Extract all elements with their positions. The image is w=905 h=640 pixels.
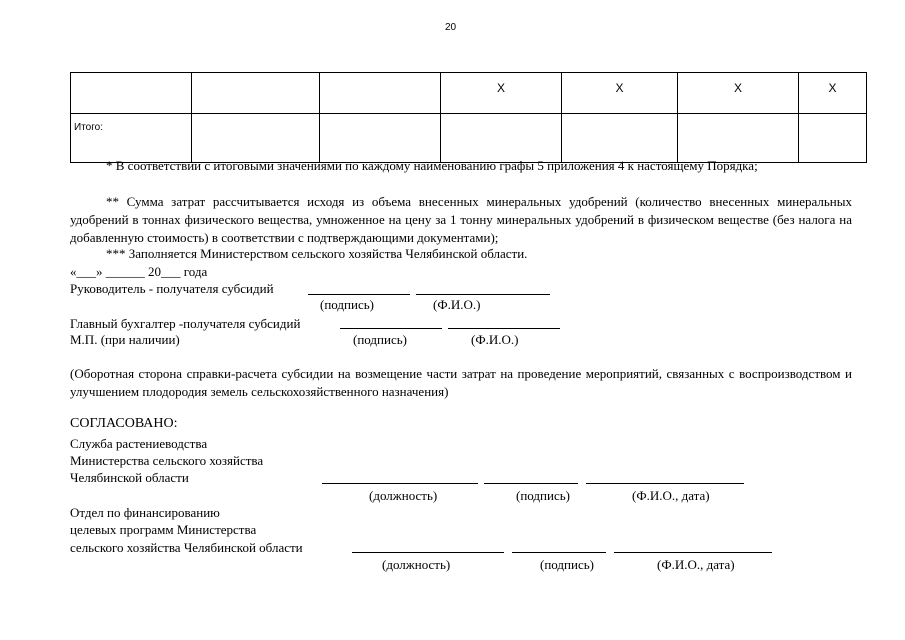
service-line: Челябинской области xyxy=(70,470,189,485)
accountant-name-line xyxy=(448,328,560,329)
table-cell xyxy=(71,73,192,114)
summary-table xyxy=(70,72,867,163)
date-line: «___» ______ 20___ года xyxy=(70,264,208,279)
stamp-label: М.П. (при наличии) xyxy=(70,332,180,347)
head-name-caption: (Ф.И.О.) xyxy=(433,297,481,312)
table-cell xyxy=(799,114,867,163)
table-cell xyxy=(320,73,441,114)
accountant-name-caption: (Ф.И.О.) xyxy=(471,332,519,347)
service-line: Министерства сельского хозяйства xyxy=(70,453,264,468)
head-signature-line xyxy=(308,294,410,295)
table-cell-x: X xyxy=(678,73,799,114)
department-line: целевых программ Министерства xyxy=(70,522,257,537)
accountant-label: Главный бухгалтер -получателя субсидий xyxy=(70,316,301,331)
service-signature-line xyxy=(484,483,578,484)
table-cell-x: X xyxy=(441,73,562,114)
table-cell xyxy=(678,114,799,163)
accountant-sign-caption: (подпись) xyxy=(353,332,407,347)
table-cell-x: X xyxy=(799,73,867,114)
head-name-line xyxy=(416,294,550,295)
department-sign-caption: (подпись) xyxy=(540,557,594,572)
table-cell-x: X xyxy=(562,73,678,114)
department-line: сельского хозяйства Челябинской области xyxy=(70,540,303,555)
department-signature-line xyxy=(512,552,606,553)
table-cell xyxy=(192,73,320,114)
table-cell xyxy=(441,114,562,163)
department-position-line xyxy=(352,552,504,553)
accountant-signature-line xyxy=(340,328,442,329)
table-row xyxy=(71,73,867,114)
service-name-date-caption: (Ф.И.О., дата) xyxy=(632,488,710,503)
note-2: ** Сумма затрат рассчитывается исходя из объема внесенных минеральных удобрений (количество внесенных минеральных удобрений в тоннах физического вещества, умноженное на цену за 1 тонну минеральных удобрений в физическом веществе (без налога на добавленную стоимость) в соответствии с подтверждающими документами); xyxy=(70,194,852,245)
total-label: Итого: xyxy=(71,114,192,163)
service-name-date-line xyxy=(586,483,744,484)
department-line: Отдел по финансированию xyxy=(70,505,220,520)
table-row-total xyxy=(71,114,867,163)
service-sign-caption: (подпись) xyxy=(516,488,570,503)
department-name-date-line xyxy=(614,552,772,553)
head-label: Руководитель - получателя субсидий xyxy=(70,281,274,296)
service-position-caption: (должность) xyxy=(369,488,438,503)
note-3: *** Заполняется Министерством сельского хозяйства Челябинской области. xyxy=(106,246,528,261)
note-1: * В соответствии с итоговыми значениями по каждому наименованию графы 5 приложения 4 к настоящему Порядка; xyxy=(106,158,758,173)
table-cell xyxy=(562,114,678,163)
department-position-caption: (должность) xyxy=(382,557,451,572)
head-sign-caption: (подпись) xyxy=(320,297,374,312)
table-cell xyxy=(192,114,320,163)
service-line: Служба растениеводства xyxy=(70,436,208,451)
page-number: 20 xyxy=(445,22,457,33)
reverse-side-note: (Оборотная сторона справки-расчета субсидии на возмещение части затрат на проведение мероприятий, связанных с воспроизводством и улучшением плодородия земель сельскохозяйственного назначения) xyxy=(70,366,852,399)
agreed-title: СОГЛАСОВАНО: xyxy=(70,416,178,431)
department-name-date-caption: (Ф.И.О., дата) xyxy=(657,557,735,572)
table-cell xyxy=(320,114,441,163)
service-position-line xyxy=(322,483,478,484)
